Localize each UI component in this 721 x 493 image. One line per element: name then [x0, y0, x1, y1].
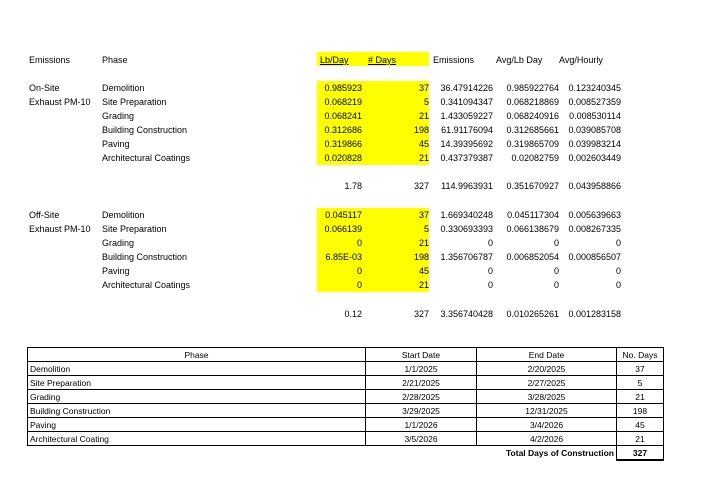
offsite-lb-day: 0	[356, 280, 362, 290]
offsite-avg-lb-day: 0.066138679	[506, 224, 559, 234]
schedule-days: 45	[617, 418, 664, 432]
onsite-avg-hourly: 0.008530114	[569, 111, 621, 121]
offsite-total-lb: 0.12	[344, 309, 362, 319]
offsite-label-sub: Exhaust PM-10	[29, 224, 91, 234]
header-phase: Phase	[102, 55, 128, 65]
offsite-days: 21	[418, 280, 429, 290]
offsite-total-emissions: 3.356740428	[440, 309, 493, 319]
onsite-days: 5	[423, 97, 429, 107]
schedule-header-start: Start Date	[366, 348, 477, 362]
header-emissions-col: Emissions	[433, 55, 475, 65]
onsite-total-days: 327	[413, 181, 429, 191]
offsite-total-hourly: 0.001283158	[568, 309, 621, 319]
onsite-total-lb: 1.78	[344, 181, 362, 191]
onsite-avg-lb-day: 0.02082759	[511, 153, 559, 163]
schedule-phase: Site Preparation	[28, 376, 366, 390]
onsite-phase: Building Construction	[102, 125, 188, 135]
onsite-avg-lb-day: 0.319865709	[506, 139, 559, 149]
offsite-phase: Grading	[102, 238, 135, 248]
onsite-lb-day: 0.985923	[324, 83, 362, 93]
schedule-phase: Paving	[28, 418, 366, 432]
table-row	[28, 432, 664, 446]
onsite-emissions: 0.341094347	[440, 97, 493, 107]
table-row	[28, 390, 664, 404]
onsite-total-emissions: 114.9963931	[441, 181, 493, 191]
schedule-start: 3/29/2025	[366, 404, 477, 418]
offsite-avg-lb-day: 0.006852054	[506, 252, 559, 262]
onsite-lb-day: 0.068219	[324, 97, 362, 107]
offsite-days: 21	[418, 238, 429, 248]
onsite-total-avg: 0.351670927	[506, 181, 559, 191]
schedule-end: 3/4/2026	[477, 418, 617, 432]
onsite-days: 45	[418, 139, 429, 149]
schedule-table	[27, 347, 664, 461]
onsite-emissions: 0.437379387	[440, 153, 493, 163]
offsite-emissions: 0	[487, 280, 493, 290]
schedule-start: 2/28/2025	[366, 390, 477, 404]
schedule-start: 3/5/2026	[366, 432, 477, 446]
onsite-avg-hourly: 0.002603449	[568, 153, 621, 163]
schedule-end: 2/27/2025	[477, 376, 617, 390]
schedule-header-end: End Date	[477, 348, 617, 362]
offsite-avg-hourly: 0.005639663	[568, 210, 621, 220]
onsite-lb-day: 0.068241	[324, 111, 362, 121]
offsite-avg-lb-day: 0	[553, 238, 559, 248]
header-lb-day: Lb/Day	[320, 55, 349, 65]
onsite-days: 21	[418, 153, 429, 163]
schedule-days: 5	[617, 376, 664, 390]
schedule-header-days: No. Days	[617, 348, 664, 362]
onsite-avg-lb-day: 0.312685661	[506, 125, 559, 135]
offsite-days: 37	[418, 210, 429, 220]
offsite-emissions: 0	[487, 238, 493, 248]
offsite-avg-hourly: 0	[615, 280, 621, 290]
offsite-phase: Demolition	[102, 210, 145, 220]
offsite-phase: Architectural Coatings	[102, 280, 191, 290]
table-row	[28, 418, 664, 432]
schedule-header-row	[28, 348, 664, 362]
onsite-avg-hourly: 0.008527359	[568, 97, 621, 107]
offsite-days: 5	[423, 224, 429, 234]
schedule-phase: Architectural Coating	[28, 432, 366, 446]
offsite-lb-day: 6.85E-03	[325, 252, 362, 262]
offsite-days: 45	[418, 266, 429, 276]
offsite-emissions: 1.669340248	[440, 210, 493, 220]
onsite-phase: Architectural Coatings	[102, 153, 191, 163]
onsite-avg-hourly: 0.123240345	[568, 83, 621, 93]
schedule-total-row	[28, 446, 664, 461]
offsite-days: 198	[413, 252, 429, 262]
onsite-emissions: 36.47914226	[440, 83, 493, 93]
offsite-lb-day: 0.045117	[325, 210, 362, 220]
onsite-emissions: 1.433059227	[440, 111, 493, 121]
offsite-avg-lb-day: 0	[553, 266, 559, 276]
onsite-avg-hourly: 0.039085708	[568, 125, 621, 135]
schedule-phase: Building Construction	[28, 404, 366, 418]
schedule-phase: Grading	[28, 390, 366, 404]
offsite-label: Off-Site	[29, 210, 60, 220]
onsite-lb-day: 0.319866	[324, 139, 362, 149]
onsite-avg-lb-day: 0.068218869	[506, 97, 559, 107]
schedule-days: 198	[617, 404, 664, 418]
offsite-phase: Paving	[102, 266, 130, 276]
onsite-total-hourly: 0.043958866	[568, 181, 621, 191]
onsite-lb-day: 0.020828	[324, 153, 362, 163]
onsite-label: On-Site	[29, 83, 60, 93]
offsite-avg-hourly: 0.008267335	[568, 224, 621, 234]
onsite-phase: Grading	[102, 111, 135, 121]
offsite-lb-day: 0	[356, 238, 362, 248]
offsite-emissions: 0	[487, 266, 493, 276]
onsite-days: 21	[418, 111, 429, 121]
offsite-total-days: 327	[413, 309, 429, 319]
onsite-avg-lb-day: 0.985922764	[506, 83, 559, 93]
header-avg-hourly: Avg/Hourly	[559, 55, 603, 65]
onsite-avg-hourly: 0.039983214	[568, 139, 621, 149]
offsite-avg-hourly: 0	[615, 238, 621, 248]
schedule-end: 2/20/2025	[477, 362, 617, 376]
onsite-phase: Site Preparation	[102, 97, 167, 107]
offsite-emissions: 0.330693393	[440, 224, 493, 234]
offsite-avg-hourly: 0.000856507	[568, 252, 621, 262]
header-days: # Days	[368, 55, 397, 65]
offsite-lb-day: 0	[356, 266, 362, 276]
schedule-start: 2/21/2025	[366, 376, 477, 390]
table-row	[28, 376, 664, 390]
offsite-phase: Site Preparation	[102, 224, 167, 234]
onsite-days: 37	[418, 83, 429, 93]
total-days-value: 327	[617, 446, 664, 461]
schedule-end: 3/28/2025	[477, 390, 617, 404]
table-row	[28, 362, 664, 376]
onsite-phase: Demolition	[102, 83, 145, 93]
onsite-phase: Paving	[102, 139, 130, 149]
offsite-emissions: 1.356706787	[440, 252, 493, 262]
offsite-total-avg: 0.010265261	[506, 309, 559, 319]
schedule-days: 37	[617, 362, 664, 376]
schedule-start: 1/1/2026	[366, 418, 477, 432]
total-days-label: Total Days of Construction	[506, 448, 614, 458]
schedule-days: 21	[617, 390, 664, 404]
onsite-label-sub: Exhaust PM-10	[29, 97, 91, 107]
onsite-avg-lb-day: 0.068240916	[506, 111, 559, 121]
schedule-header-phase: Phase	[28, 348, 366, 362]
onsite-lb-day: 0.312686	[324, 125, 362, 135]
offsite-avg-lb-day: 0	[553, 280, 559, 290]
schedule-days: 21	[617, 432, 664, 446]
offsite-avg-hourly: 0	[615, 266, 621, 276]
header-avg-lb-day: Avg/Lb Day	[496, 55, 543, 65]
schedule-phase: Demolition	[28, 362, 366, 376]
schedule-end: 12/31/2025	[477, 404, 617, 418]
schedule-end: 4/2/2026	[477, 432, 617, 446]
schedule-start: 1/1/2025	[366, 362, 477, 376]
offsite-lb-day: 0.066139	[324, 224, 362, 234]
offsite-avg-lb-day: 0.045117304	[507, 210, 559, 220]
table-row	[28, 404, 664, 418]
offsite-phase: Building Construction	[102, 252, 188, 262]
onsite-days: 198	[413, 125, 429, 135]
onsite-emissions: 14.39395692	[440, 139, 493, 149]
header-emissions: Emissions	[29, 55, 71, 65]
onsite-emissions: 61.91176094	[441, 125, 493, 135]
